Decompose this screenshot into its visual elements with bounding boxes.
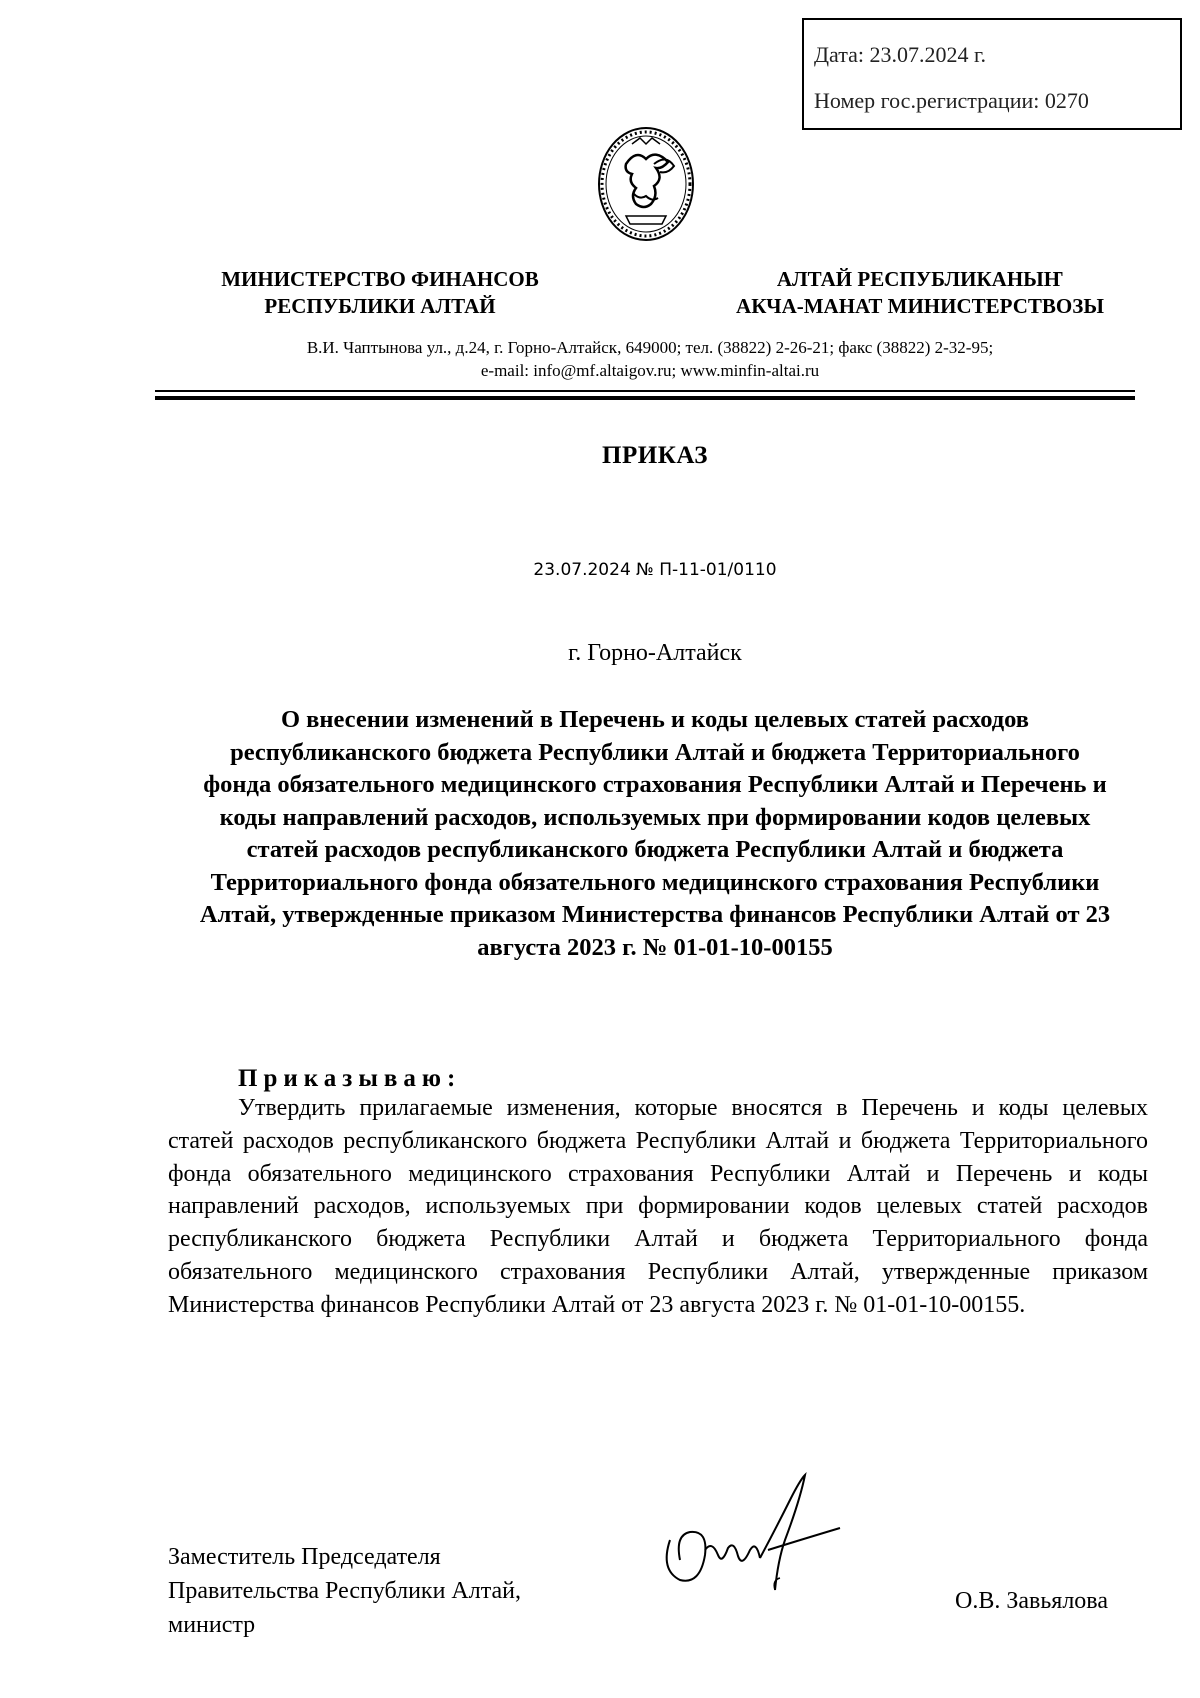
handwritten-signature [650, 1470, 860, 1600]
address-block [150, 336, 1150, 382]
org-right-line1: АЛТАЙ РЕСПУБЛИКАНЫҤ [776, 267, 1064, 291]
document-body: Утвердить прилагаемые изменения, которые вносятся в Перечень и коды целевых статей расходов республиканского бюджета Республики Алтай и бюджета Территориального фонда обязательного медицинского страхования Республики Алтай и Перечень и коды направлений расходов, используемых при формировании кодов целевых статей расходов республиканского бюджета Республики Алтай и бюджета Территориального фонда обязательного медицинского страхования Республики Алтай, утвержденные приказом Министерства финансов Республики Алтай от 23 августа 2023 г. № 01-01-10-00155. [168, 1095, 1148, 1318]
document-type: ПРИКАЗ [602, 442, 708, 469]
organization-name-russian [190, 266, 570, 320]
registration-box [802, 18, 1182, 130]
registration-date-label: Дата: [814, 42, 864, 67]
order-word: Приказываю: [238, 1065, 462, 1092]
header-divider-thick [155, 396, 1135, 400]
document-number: 23.07.2024 № П-11-01/0110 [533, 560, 777, 580]
signer-name: О.В. Завьялова [955, 1588, 1108, 1614]
org-right-line2: АКЧА-МАНАТ МИНИСТЕРСТВОЗЫ [736, 294, 1104, 318]
registration-date-value: 23.07.2024 г. [869, 42, 987, 67]
org-left-line1: МИНИСТЕРСТВО ФИНАНСОВ [221, 267, 539, 291]
coat-of-arms-emblem [596, 124, 696, 242]
address-line1: В.И. Чаптынова ул., д.24, г. Горно-Алтайск, 649000; тел. (38822) 2-26-21; факс (38822) 2-32-95; [306, 338, 994, 357]
header-divider-thin [155, 390, 1135, 392]
address-line2: e-mail: info@mf.altaigov.ru; www.minfin-altai.ru [480, 361, 820, 380]
document-city: г. Горно-Алтайск [568, 640, 742, 666]
organization-name-altai [720, 266, 1120, 320]
org-left-line2: РЕСПУБЛИКИ АЛТАЙ [264, 294, 496, 318]
signer-position: Заместитель Председателя Правительства Республики Алтай, министр [168, 1544, 522, 1638]
document-title: О внесении изменений в Перечень и коды целевых статей расходов республиканского бюджета Республики Алтай и бюджета Территориального фонда обязательного медицинского страхования Республики Алтай и Перечень и коды направлений расходов, используемых при формировании кодов целевых статей расходов республиканского бюджета Республики Алтай и бюджета Территориального фонда обязательного медицинского страхования Республики Алтай, утвержденные приказом Министерства финансов Республики Алтай от 23 августа 2023 г. № 01-01-10-00155 [199, 706, 1111, 961]
registration-date-row [814, 42, 986, 68]
registration-number-label: Номер гос.регистрации: [814, 88, 1040, 113]
registration-number-value: 0270 [1044, 88, 1089, 113]
registration-number-row [814, 88, 1089, 114]
